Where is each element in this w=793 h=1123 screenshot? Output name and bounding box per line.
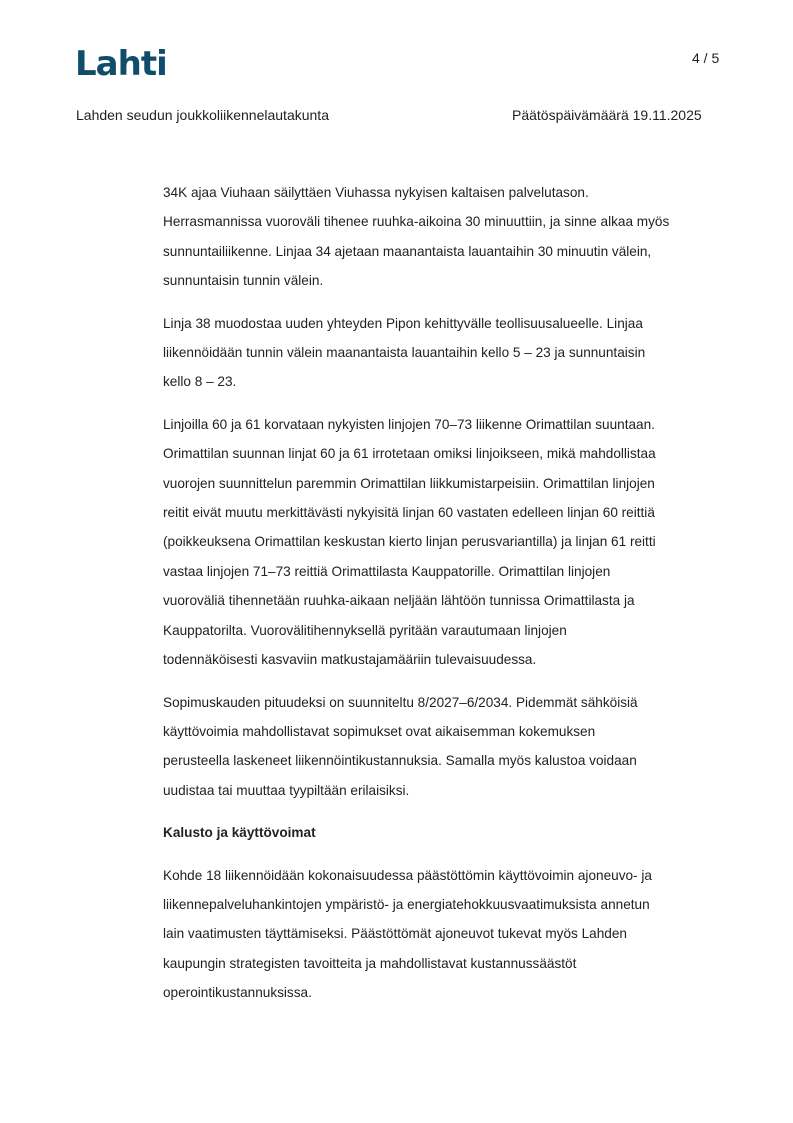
- text-line: vuorojen suunnittelun paremmin Orimattilan liikkumistarpeisiin. Orimattilan linjojen: [163, 475, 655, 491]
- section-heading: Kalusto ja käyttövoimat: [163, 825, 316, 841]
- text-line: Linjoilla 60 ja 61 korvataan nykyisten linjojen 70–73 liikenne Orimattilan suuntaan.: [163, 416, 655, 432]
- text-line: Orimattilan suunnan linjat 60 ja 61 irrotetaan omiksi linjoikseen, mikä mahdollistaa: [163, 446, 656, 462]
- decision-date: Päätöspäivämäärä 19.11.2025: [512, 107, 702, 123]
- text-line: käyttövoimia mahdollistavat sopimukset ovat aikaisemman kokemuksen: [163, 723, 596, 739]
- text-line: Kohde 18 liikennöidään kokonaisuudessa päästöttömin käyttövoimin ajoneuvo- ja: [163, 867, 652, 883]
- text-line: kaupungin strategisten tavoitteita ja mahdollistavat kustannussäästöt: [163, 955, 577, 971]
- lahti-logo: Lahti: [75, 44, 167, 84]
- text-line: vuoroväliä tihennetään ruuhka-aikaan neljään lähtöön tunnissa Orimattilasta ja: [163, 593, 635, 609]
- text-line: Herrasmannissa vuoroväli tihenee ruuhka-aikoina 30 minuuttiin, ja sinne alkaa myös: [163, 214, 670, 230]
- paragraph-fleet: [163, 861, 723, 1008]
- organization-name: Lahden seudun joukkoliikennelautakunta: [76, 107, 329, 123]
- paragraph-contract-period: [163, 688, 723, 806]
- text-line: (poikkeuksena Orimattilan keskustan kierto linjan perusvariantilla) ja linjan 61 reitti: [163, 534, 656, 550]
- text-line: Sopimuskauden pituudeksi on suunniteltu 8/2027–6/2034. Pidemmät sähköisiä: [163, 694, 638, 710]
- text-line: sunnuntaisin tunnin välein.: [163, 273, 324, 289]
- text-line: Kauppatorilta. Vuorovälitihennyksellä pyritään varautumaan linjojen: [163, 622, 567, 638]
- page-number: 4 / 5: [692, 50, 720, 66]
- text-line: sunnuntailiikenne. Linjaa 34 ajetaan maanantaista lauantaihin 30 minuutin välein,: [163, 243, 652, 259]
- paragraph-line-34: [163, 178, 723, 296]
- text-line: perusteella laskeneet liikennöintikustannuksia. Samalla myös kalustoa voidaan: [163, 753, 637, 769]
- text-line: todennäköisesti kasvaviin matkustajamääriin tulevaisuudessa.: [163, 652, 537, 668]
- text-line: uudistaa tai muuttaa tyypiltään erilaisiksi.: [163, 782, 410, 798]
- text-line: vastaa linjojen 71–73 reittiä Orimattilasta Kauppatorille. Orimattilan linjojen: [163, 563, 611, 579]
- text-line: 34K ajaa Viuhaan säilyttäen Viuhassa nykyisen kaltaisen palvelutason.: [163, 185, 589, 200]
- text-line: liikennöidään tunnin välein maanantaista lauantaihin kello 5 – 23 ja sunnuntaisin: [163, 345, 646, 361]
- text-line: reitit eivät muutu merkittävästi nykyisitä linjan 60 vastaten edelleen linjan 60 reittiä: [163, 505, 655, 521]
- paragraph-lines-60-61: [163, 410, 723, 675]
- text-line: Linja 38 muodostaa uuden yhteyden Pipon kehittyvälle teollisuusalueelle. Linjaa: [163, 315, 643, 331]
- paragraph-line-38: [163, 309, 723, 397]
- document-body: [163, 178, 723, 1021]
- text-line: operointikustannuksissa.: [163, 985, 312, 1001]
- text-line: liikennepalveluhankintojen ympäristö- ja energiatehokkuusvaatimuksista annetun: [163, 896, 650, 912]
- text-line: lain vaatimusten täyttämiseksi. Päästöttömät ajoneuvot tukevat myös Lahden: [163, 926, 627, 942]
- text-line: kello 8 – 23.: [163, 374, 237, 390]
